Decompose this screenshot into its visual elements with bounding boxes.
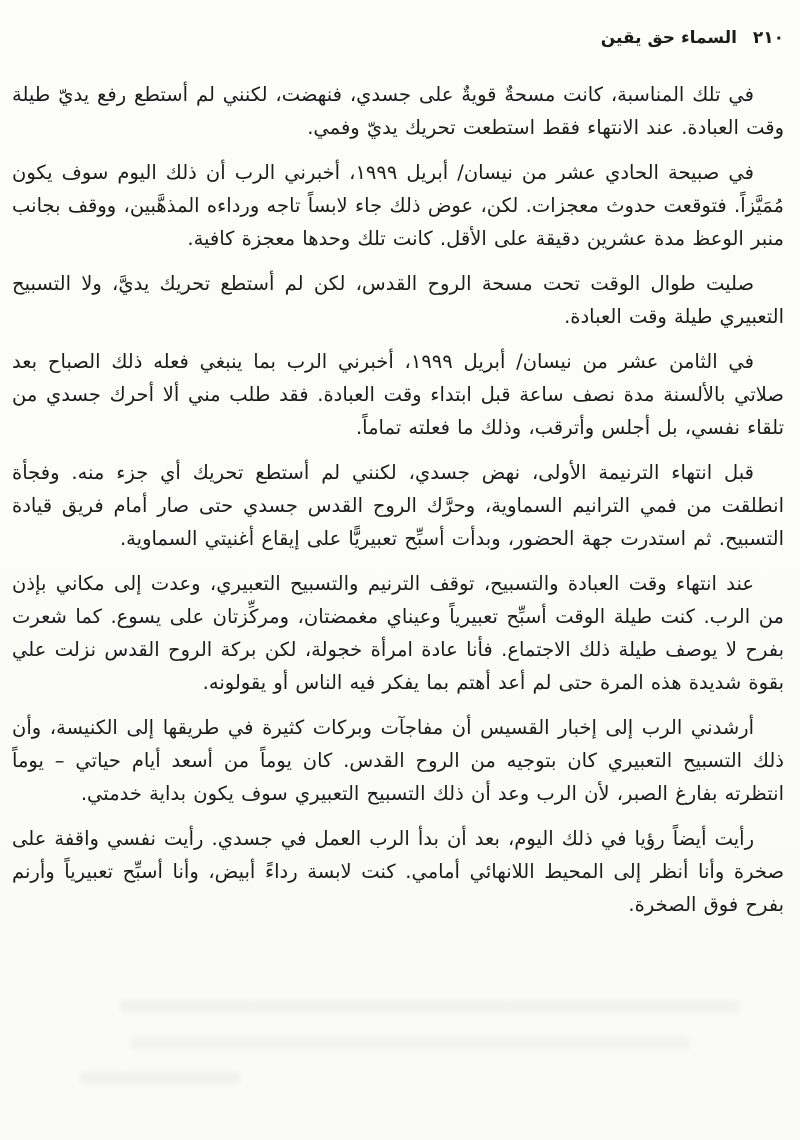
paragraph-5: قبل انتهاء الترنيمة الأولى، نهض جسدي، لكنني لم أستطع تحريك أي جزء منه. وفجأة انطلقت من فمي الترانيم السماوية، وحرَّك الروح القدس جسدي حتى صار أمام فريق قيادة التسبيح. ثم استدرت جهة الحضور، وبدأت أسبِّح تعبيريًّا على إيقاع أغنيتي السماوية. <box>12 461 784 550</box>
page-body <box>12 78 784 921</box>
ink-bleedthrough-artifact <box>80 1072 240 1085</box>
paragraph-7: أرشدني الرب إلى إخبار القسيس أن مفاجآت وبركات كثيرة في طريقها إلى الكنيسة، وأن ذلك التسبيح التعبيري كان بتوجيه من الروح القدس. كان يوماً من أسعد أيام حياتي – يوماً انتظرته بفارغ الصبر، لأن الرب وعد أن ذلك التسبيح التعبيري سوف يكون بداية خدمتي. <box>12 716 784 805</box>
paragraph-6: عند انتهاء وقت العبادة والتسبيح، توقف الترنيم والتسبيح التعبيري، وعدت إلى مكاني بإذن من الرب. كنت طيلة الوقت أسبِّح تعبيرياً وعيناي مغمضتان، ومركِّزتان على يسوع. كما شعرت بفرح لا يوصف طيلة ذلك الاجتماع. فأنا عادة امرأة خجولة، لكن بركة الروح القدس نزلت علي بقوة شديدة هذه المرة حتى لم أعد أهتم بما يفكر فيه الناس أو يقولونه. <box>12 572 784 694</box>
paragraph-2: في صبيحة الحادي عشر من نيسان/ أبريل ١٩٩٩، أخبرني الرب أن ذلك اليوم سوف يكون مُمَيَّزاً. فتوقعت حدوث معجزات. لكن، عوض ذلك جاء لابساً تاجه ورداءه المذهَّبين، ووقف بجانب منبر الوعظ مدة عشرين دقيقة على الأقل. كانت تلك وحدها معجزة كافية. <box>12 161 784 250</box>
paragraph-3: صليت طوال الوقت تحت مسحة الروح القدس، لكن لم أستطع تحريك يديَّ، ولا التسبيح التعبيري طيلة وقت العبادة. <box>12 272 784 328</box>
book-title: السماء حق يقين <box>600 28 737 48</box>
paragraph-8: رأيت أيضاً رؤيا في ذلك اليوم، بعد أن بدأ الرب العمل في جسدي. رأيت نفسي واقفة على صخرة وأنا أنظر إلى المحيط اللانهائي أمامي. كنت لابسة رداءً أبيض، وأنا أسبِّح تعبيرياً وأرنم بفرح فوق الصخرة. <box>12 827 784 916</box>
page-number: ٢١٠ <box>752 28 784 48</box>
paragraph-1: في تلك المناسبة، كانت مسحةٌ قويةٌ على جسدي، فنهضت، لكنني لم أستطع رفع يديّ طيلة وقت العبادة. عند الانتهاء فقط استطعت تحريك يديّ وفمي. <box>12 83 784 139</box>
ink-bleedthrough-artifact <box>120 1000 740 1013</box>
page-header <box>12 26 784 50</box>
paragraph-4: في الثامن عشر من نيسان/ أبريل ١٩٩٩، أخبرني الرب بما ينبغي فعله ذلك الصباح بعد صلاتي بالألسنة مدة نصف ساعة قبل ابتداء وقت العبادة. فقد طلب مني ألا أحرك جسدي من تلقاء نفسي، بل أجلس وأترقب، وذلك ما فعلته تماماً. <box>12 350 784 439</box>
ink-bleedthrough-artifact <box>130 1036 690 1049</box>
